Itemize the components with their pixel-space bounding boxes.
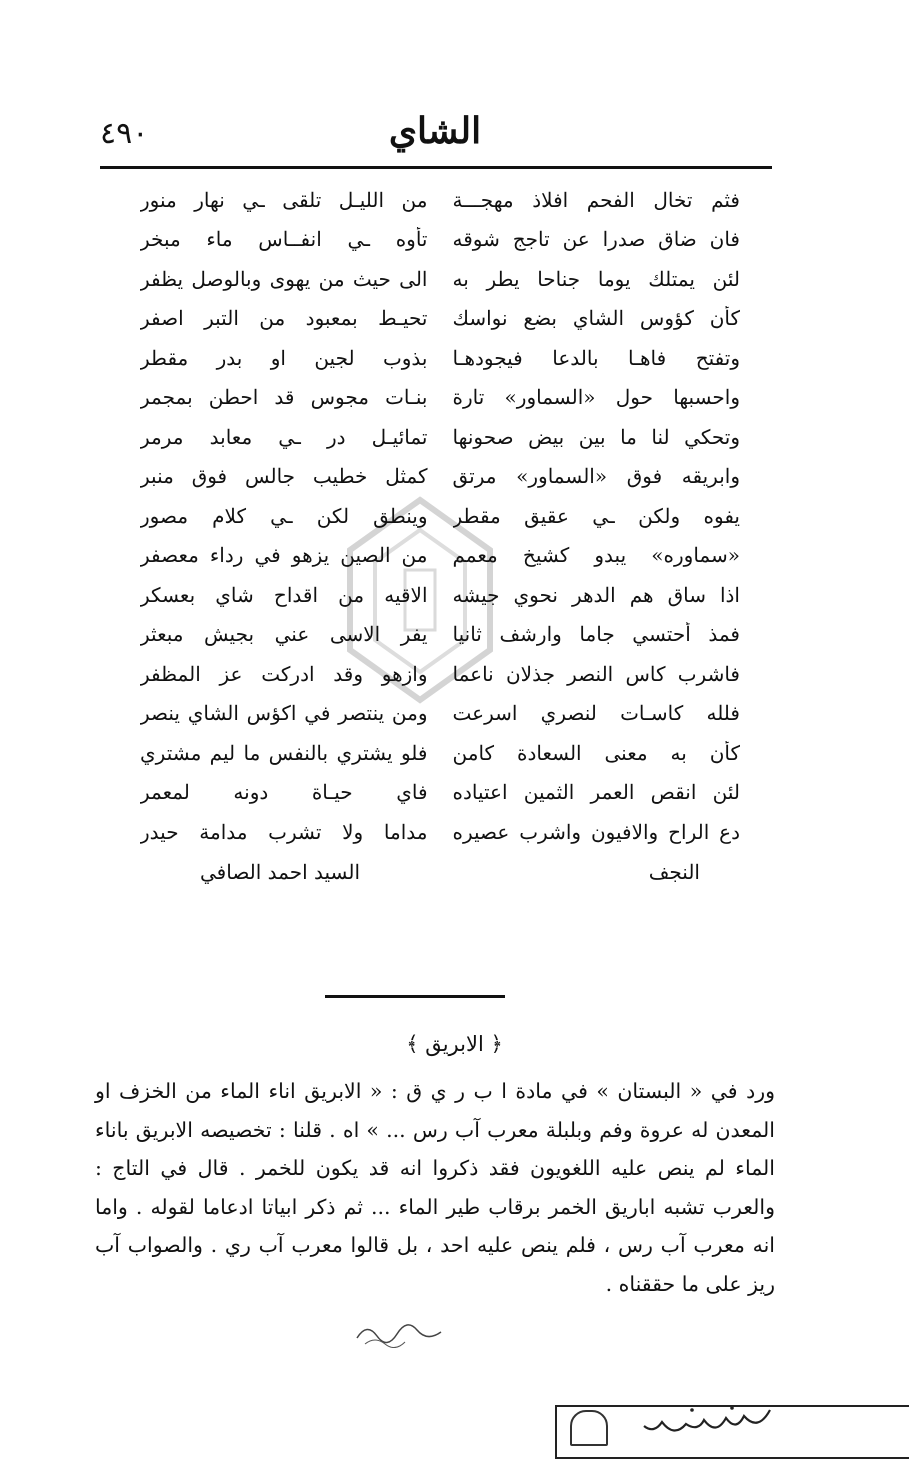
verse <box>140 457 740 497</box>
verse-first-hemistich: فان ضاق صدرا عن تاجج شوقه <box>452 227 740 252</box>
verse <box>140 694 740 734</box>
verse <box>140 615 740 655</box>
verse-second-hemistich: كمثل خطيب جالس فوق منبر <box>140 464 428 489</box>
verse-second-hemistich: الاقيه من اقداح شاي بعسكر <box>140 582 428 607</box>
signature-place: النجف <box>648 859 700 884</box>
verse-first-hemistich: اذا ساق هم الدهر نحوي جيشه <box>452 582 740 607</box>
verse-second-hemistich: فلو يشتري بالنفس ما ليم مشتري <box>140 740 428 765</box>
verse-first-hemistich: وتحكي لنا ما بين بيض صحونها <box>452 424 740 449</box>
verse-second-hemistich: تحيـط بمعبود من التبر اصفر <box>140 306 428 331</box>
verse-first-hemistich: فلله كاسـات لنصري اسرعت <box>452 701 740 726</box>
verse-first-hemistich: فثم تخال الفحم افلاذ مهجـــة <box>452 187 740 212</box>
verse-second-hemistich: مداما ولا تشرب مدامة حيدر <box>140 819 428 844</box>
verse-second-hemistich: من الليـل تلقى ـي نهار منور <box>140 187 428 212</box>
verse <box>140 417 740 457</box>
verse-first-hemistich: كأن به معنى السعادة كامن <box>452 740 740 765</box>
header-rule <box>100 166 772 169</box>
paragraph-text: ورد في « البستان » في مادة ا ب ر ي ق : « الابريق اناء الماء من الخزف او المعدن له عروة وفم وبلبلة معرب آب رس ... » اه . قلنا : تخصيصه الابريق باناء الماء لم ينص عليه اللغويون فقد ذكروا انه قد يكون للخمر . قال في التاج : والعرب تشبه اباريق الخمر برقاب طير الماء ... ثم ذكر ابياتا ادعاما لقوله . واما انه معرب آب رس ، فلم ينص عليه احد ، بل قالوا معرب آب ري . والصواب آب ريز على ما حققناه . <box>95 1079 775 1296</box>
verse <box>140 773 740 813</box>
verse <box>140 575 740 615</box>
verse <box>140 259 740 299</box>
poem <box>140 180 740 884</box>
verse-second-hemistich: بذوب لجين او بدر مقطر <box>140 345 428 370</box>
handwritten-signature-icon <box>640 1402 780 1442</box>
section-heading: ﴿ الابريق ﴾ <box>406 1032 503 1056</box>
page-title: الشاي <box>388 110 482 152</box>
verse-first-hemistich: لئن يمتلك يوما جناحا يطر به <box>452 266 740 291</box>
verse-second-hemistich: تأوه ـي انفــاس ماء مبخر <box>140 227 428 252</box>
signature-poet: السيد احمد الصافي <box>200 859 361 884</box>
verse-second-hemistich: الى حيث من يهوى وبالوصل يظفر <box>140 266 428 291</box>
verse-second-hemistich: وازهو وقد ادركت عز المظفر <box>140 661 428 686</box>
verse-second-hemistich: فاي حيـاة دونه لمعمر <box>140 780 428 805</box>
verse-first-hemistich: وتفتح فاهـا بالدعا فيجودهـا <box>452 345 740 370</box>
verse-first-hemistich: لئن انقص العمر الثمين اعتياده <box>452 780 740 805</box>
verse-second-hemistich: بنـات مجوس قد احطن بمجمر <box>140 385 428 410</box>
verse-first-hemistich: فاشرب كاس النصر جذلان ناعما <box>452 661 740 686</box>
page-number: ٤٩٠ <box>100 116 149 151</box>
verse <box>140 180 740 220</box>
handwritten-mark-icon <box>355 1318 445 1348</box>
library-seal-icon <box>570 1410 608 1446</box>
verse <box>140 378 740 418</box>
verse-second-hemistich: يفر الاسى عني بجيش مبعثر <box>140 622 428 647</box>
verse <box>140 299 740 339</box>
verse-second-hemistich: وينطق لكن ـي كلام مصور <box>140 503 428 528</box>
verse <box>140 733 740 773</box>
page-header <box>100 110 770 160</box>
verse-first-hemistich: كأن كؤوس الشاي بضع نواسك <box>452 306 740 331</box>
verse-first-hemistich: فمذ أحتسي جاما وارشف ثانيا <box>452 622 740 647</box>
verse <box>140 496 740 536</box>
verse <box>140 654 740 694</box>
poem-signature <box>180 860 740 884</box>
verse-first-hemistich: دع الراح والافيون واشرب عصيره <box>452 819 740 844</box>
verse-first-hemistich: «سماوره» يبدو كشيخ معمم <box>452 543 740 568</box>
section-divider <box>325 995 505 998</box>
verse <box>140 220 740 260</box>
verse-second-hemistich: تمائيـل در ـي معابد مرمر <box>140 424 428 449</box>
verse <box>140 812 740 852</box>
verse-first-hemistich: يفوه ولكن ـي عقيق مقطر <box>452 503 740 528</box>
verse <box>140 338 740 378</box>
verse-first-hemistich: وابريقه فوق «السماور» مرتق <box>452 464 740 489</box>
verse <box>140 536 740 576</box>
verse-second-hemistich: من الصين يزهو في رداء معصفر <box>140 543 428 568</box>
prose-paragraph <box>95 1072 775 1303</box>
verse-first-hemistich: واحسبها حول «السماور» تارة <box>452 385 740 410</box>
verse-second-hemistich: ومن ينتصر في اكؤس الشاي ينصر <box>140 701 428 726</box>
